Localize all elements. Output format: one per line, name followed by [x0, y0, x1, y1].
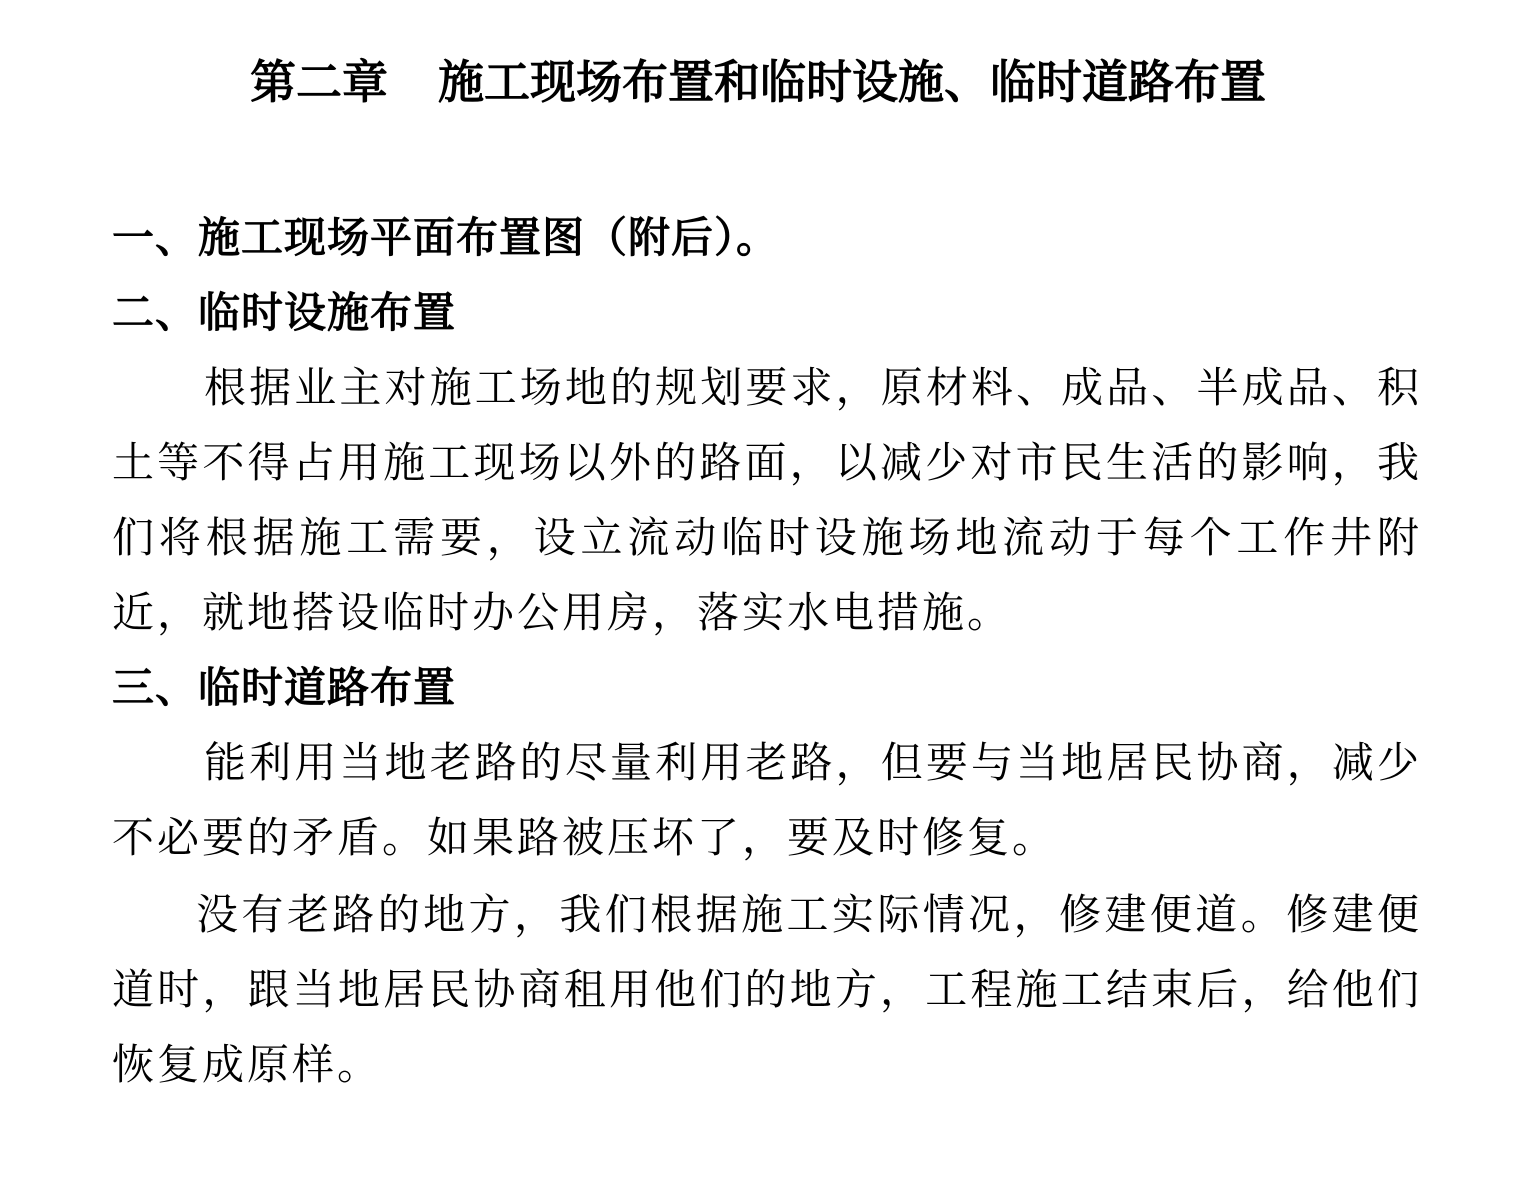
section-3-paragraph-1: 能利用当地老路的尽量利用老路，但要与当地居民协商，减少不必要的矛盾。如果路被压坏了，要及时修复。 [112, 738, 1422, 862]
section-3-paragraph-2: 没有老路的地方，我们根据施工实际情况，修建便道。修建便道时，跟当地居民协商租用他们的地方，工程施工结束后，给他们恢复成原样。 [112, 890, 1422, 1089]
document-body [112, 200, 1422, 1102]
section-1-heading: 一、施工现场平面布置图（附后）。 [112, 213, 780, 262]
section-2-paragraph: 根据业主对施工场地的规划要求，原材料、成品、半成品、积土等不得占用施工现场以外的路面，以减少对市民生活的影响，我们将根据施工需要，设立流动临时设施场地流动于每个工作井附近，就地搭设临时办公用房，落实水电措施。 [112, 363, 1422, 637]
section-3-heading: 三、临时道路布置 [112, 663, 457, 712]
chapter-number: 第二章 [250, 55, 388, 109]
chapter-title-text: 施工现场布置和临时设施、临时道路布置 [438, 55, 1266, 109]
chapter-title [0, 52, 1516, 112]
section-2-heading: 二、临时设施布置 [112, 288, 457, 337]
